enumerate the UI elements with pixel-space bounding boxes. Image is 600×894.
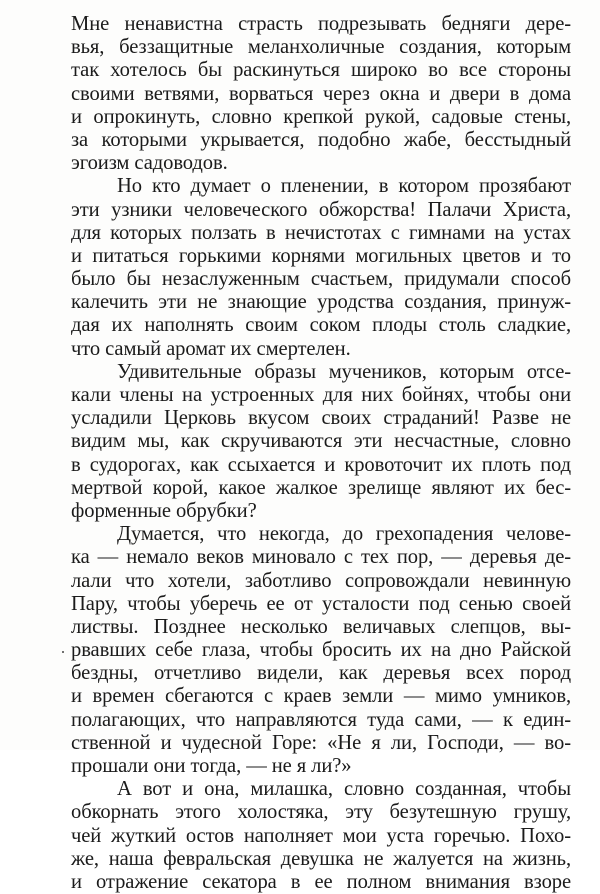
paragraph-2: [71, 175, 571, 361]
text-line: мертвой корой, какое жалкое зрелище являют их бес-: [71, 476, 571, 499]
text-line: Мне ненавистна страсть подрезывать бедняги дере-: [71, 13, 571, 35]
text-line: и опрокинуть, словно крепкой рукой, садовые стены,: [71, 105, 571, 128]
text-line: и времен сбегаются с краев земли — мимо умников,: [71, 685, 571, 708]
text-line: было бы незаслуженным счастьем, придумали способ: [71, 268, 571, 291]
text-line: полагающих, что направляются туда сами, — к един-: [71, 708, 571, 731]
text-line: в судорогах, как ссыхается и кровоточит их плоть под: [71, 453, 571, 476]
paragraph-4: [71, 523, 571, 778]
paragraph-5: [71, 778, 571, 894]
text-line: и питаться горькими корнями могильных цветов и то: [71, 244, 571, 267]
text-line: вья, беззащитные меланхоличные создания, которым: [71, 36, 571, 59]
text-line: лали что хотели, заботливо сопровождали невинную: [71, 569, 571, 592]
text-line: дая их наполнять своим соком плоды столь сладкие,: [71, 314, 571, 337]
text-line: эгоизм садоводов.: [71, 152, 228, 175]
text-line: прошали они тогда, — не я ли?»: [71, 755, 352, 777]
text-line: своими ветвями, ворваться через окна и двери в дома: [71, 82, 571, 105]
text-line: для которых ползать в нечистотах с гимнами на устах: [71, 221, 571, 244]
text-line: и отражение секатора в ее полном внимания взоре: [71, 870, 571, 893]
text-line: листвы. Позднее несколько величавых слепцов, вы-: [71, 615, 571, 638]
text-line: эти узники человеческого обжорства! Палачи Христа,: [71, 198, 571, 221]
text-line: видим мы, как скручиваются эти несчастные, словно: [71, 430, 571, 453]
text-line: кали члены на устроенных для них бойнях, чтобы они: [71, 384, 571, 406]
text-line: Пару, чтобы уберечь ее от усталости под сенью своей: [71, 592, 571, 615]
text-line: калечить эти не знающие уродства создания, принуж-: [71, 291, 571, 314]
text-line: Думается, что некогда, до грехопадения челове-: [117, 523, 571, 546]
text-line: рвавших себе глаза, чтобы бросить их на дно Райской: [71, 639, 571, 662]
paragraph-1: [71, 13, 571, 175]
text-line: так хотелось бы раскинуться широко во все стороны: [71, 59, 571, 82]
text-line: усладили Церковь вкусом своих страданий! Разве не: [71, 407, 571, 430]
body-text: [71, 13, 571, 894]
text-line: ка — немало веков миновало с тех пор, — деревья де-: [71, 546, 571, 569]
text-line: бездны, отчетливо видели, как деревья всех пород: [71, 662, 571, 685]
text-line: чей жуткий остов наполняет мои уста горечью. Похо-: [71, 824, 571, 847]
text-line: за которыми укрывается, подобно жабе, бесстыдный: [71, 128, 571, 151]
text-line: А вот и она, милашка, словно созданная, чтобы: [117, 778, 571, 801]
text-line: ственной и чудесной Горе: «Не я ли, Господи, — во-: [71, 731, 571, 754]
text-line: обкорнать этого холостяка, эту безутешную грушу,: [71, 801, 571, 824]
text-line: форменные обрубки?: [71, 499, 257, 522]
text-line: Но кто думает о пленении, в котором прозябают: [117, 175, 571, 198]
text-line: же, наша февральская девушка не жалуется на жизнь,: [71, 847, 571, 870]
paragraph-3: [71, 361, 571, 523]
margin-speck: [62, 651, 64, 653]
text-line: Удивительные образы мучеников, которым отсе-: [117, 360, 571, 383]
text-line: что самый аромат их смертелен.: [71, 337, 351, 360]
